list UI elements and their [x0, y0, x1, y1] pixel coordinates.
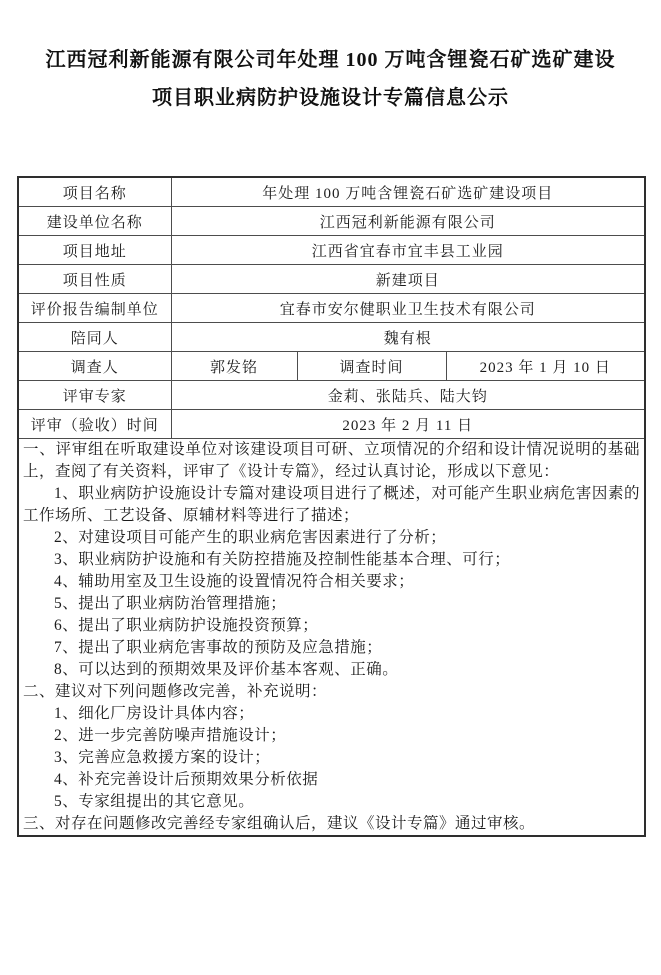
row-label: 建设单位名称 [18, 207, 171, 236]
row-label: 项目名称 [18, 177, 171, 207]
row-label: 评审专家 [18, 381, 171, 410]
row-label: 项目性质 [18, 265, 171, 294]
row-value: 江西省宜春市宜丰县工业园 [171, 236, 645, 265]
table-row-project-nature [18, 265, 645, 294]
table-row-project-address [18, 236, 645, 265]
opinion-item-1-7: 7、提出了职业病危害事故的预防及应急措施； [54, 639, 383, 656]
opinion-item-1-3: 3、职业病防护设施和有关防控措施及控制性能基本合理、可行； [54, 551, 511, 568]
opinion-item-1-2: 2、对建设项目可能产生的职业病危害因素进行了分析； [54, 529, 447, 546]
opinion-item-1-6: 6、提出了职业病防护设施投资预算； [54, 617, 319, 634]
row-label: 评审（验收）时间 [18, 410, 171, 439]
row-value: 郭发铭 [171, 352, 297, 381]
table-row-report-compiler [18, 294, 645, 323]
opinion-item-1-1: 1、职业病防护设施设计专篇对建设项目进行了概述，对可能产生职业病危害因素的工作场所、工艺设备、原辅材料等进行了描述； [23, 485, 640, 524]
project-info-table [17, 176, 646, 837]
opinion-section-2: 二、建议对下列问题修改完善，补充说明： [23, 683, 328, 700]
row-value: 魏有根 [171, 323, 645, 352]
table-row-review-experts [18, 381, 645, 410]
row-label: 调查人 [18, 352, 171, 381]
row-value: 新建项目 [171, 265, 645, 294]
row-value: 宜春市安尔健职业卫生技术有限公司 [171, 294, 645, 323]
opinion-item-2-1: 1、细化厂房设计具体内容； [54, 705, 255, 722]
opinion-section-3: 三、对存在问题修改完善经专家组确认后，建议《设计专篇》通过审核。 [23, 815, 536, 832]
row-label: 陪同人 [18, 323, 171, 352]
opinion-item-2-3: 3、完善应急救援方案的设计； [54, 749, 271, 766]
table-row-project-name [18, 177, 645, 207]
document-title-line2: 项目职业病防护设施设计专篇信息公示 [152, 87, 509, 109]
row-value: 2023 年 2 月 11 日 [171, 410, 645, 439]
row-label: 调查时间 [297, 352, 446, 381]
opinion-item-1-4: 4、辅助用室及卫生设施的设置情况符合相关要求； [54, 573, 415, 590]
opinion-item-2-5: 5、专家组提出的其它意见。 [54, 793, 255, 810]
table-row-opinions [18, 439, 645, 837]
row-label: 评价报告编制单位 [18, 294, 171, 323]
document-title-line1: 江西冠利新能源有限公司年处理 100 万吨含锂瓷石矿选矿建设 [45, 49, 616, 71]
document-title [14, 41, 647, 117]
document-page [0, 41, 661, 975]
opinion-item-2-4: 4、补充完善设计后预期效果分析依据 [54, 771, 319, 788]
row-value: 2023 年 1 月 10 日 [446, 352, 645, 381]
opinion-item-1-8: 8、可以达到的预期效果及评价基本客观、正确。 [54, 661, 399, 678]
row-value: 年处理 100 万吨含锂瓷石矿选矿建设项目 [171, 177, 645, 207]
table-row-review-date [18, 410, 645, 439]
opinion-section-1: 一、评审组在听取建设单位对该建设项目可研、立项情况的介绍和设计情况说明的基础上，查阅了有关资料，评审了《设计专篇》，经过认真讨论，形成以下意见： [23, 441, 640, 480]
review-opinions-block [18, 439, 645, 837]
opinion-item-2-2: 2、进一步完善防噪声措施设计； [54, 727, 287, 744]
table-row-company-name [18, 207, 645, 236]
row-value: 金莉、张陆兵、陆大钧 [171, 381, 645, 410]
table-row-accompanying-person [18, 323, 645, 352]
row-label: 项目地址 [18, 236, 171, 265]
opinion-item-1-5: 5、提出了职业病防治管理措施； [54, 595, 287, 612]
table-row-investigator [18, 352, 645, 381]
row-value: 江西冠利新能源有限公司 [171, 207, 645, 236]
